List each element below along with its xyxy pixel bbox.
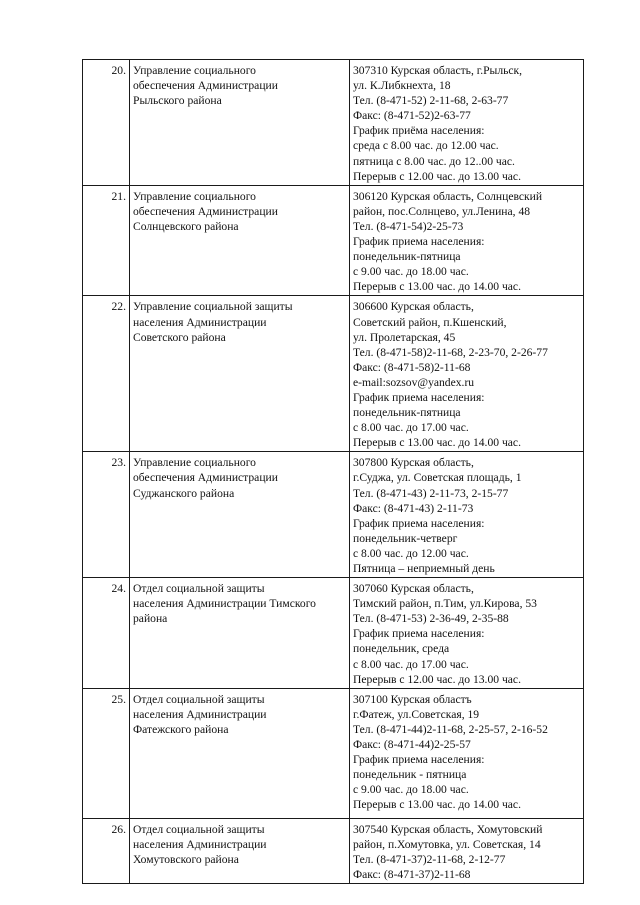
schedule-line: с 8.00 час. до 12.00 час. bbox=[353, 546, 469, 560]
schedule-heading: График приема населения: bbox=[353, 235, 485, 249]
schedule-line: среда с 8.00 час. до 12.00 час. bbox=[353, 139, 499, 153]
fax-line: Факс: (8-471-58)2-11-68 bbox=[353, 360, 471, 374]
address-line: 306120 Курская область, Солнцевский bbox=[353, 189, 543, 203]
schedule-line: понедельник-пятница bbox=[353, 406, 461, 420]
phone-line: Тел. (8-471-43) 2-11-73, 2-15-77 bbox=[353, 486, 509, 500]
social-services-table bbox=[82, 59, 584, 884]
organization-line: Суджанского района bbox=[133, 486, 235, 500]
table-row bbox=[83, 688, 584, 818]
address-line: 307310 Курская область, г.Рыльск, bbox=[353, 64, 523, 77]
schedule-heading: График приема населения: bbox=[353, 516, 485, 530]
schedule-heading: График приема населения: bbox=[353, 390, 485, 404]
address-line: ул. К.Либкнехта, 18 bbox=[353, 79, 451, 93]
organization-cell bbox=[130, 60, 350, 186]
schedule-heading: График приема населения: bbox=[353, 627, 485, 641]
organization-line: населения Администрации bbox=[133, 707, 267, 721]
contact-details-cell bbox=[350, 818, 584, 883]
organization-line: Отдел социальной защиты bbox=[133, 582, 265, 596]
organization-cell bbox=[130, 818, 350, 883]
break-line: Перерыв с 13.00 час. до 14.00 час. bbox=[353, 436, 521, 450]
break-line: Перерыв с 13.00 час. до 14.00 час. bbox=[353, 280, 521, 294]
table-row bbox=[83, 452, 584, 578]
table-row bbox=[83, 578, 584, 689]
organization-cell bbox=[130, 578, 350, 689]
fax-line: Факс: (8-471-37)2-11-68 bbox=[353, 868, 471, 882]
address-line: район, п.Хомутовка, ул. Советская, 14 bbox=[353, 837, 541, 851]
schedule-line: с 8.00 час. до 17.00 час. bbox=[353, 421, 469, 435]
organization-line: района bbox=[133, 612, 168, 626]
phone-line: Тел. (8-471-54)2-25-73 bbox=[353, 219, 464, 233]
fax-line: Факс: (8-471-43) 2-11-73 bbox=[353, 501, 474, 515]
organization-line: Управление социальной защиты bbox=[133, 300, 293, 314]
row-number: 26. bbox=[83, 818, 130, 883]
schedule-line: с 9.00 час. до 18.00 час. bbox=[353, 265, 469, 279]
contact-details-cell bbox=[350, 578, 584, 689]
table-body bbox=[83, 60, 584, 884]
address-line: район, пос.Солнцево, ул.Ленина, 48 bbox=[353, 204, 531, 218]
organization-cell bbox=[130, 452, 350, 578]
phone-line: Тел. (8-471-37)2-11-68, 2-12-77 bbox=[353, 852, 506, 866]
row-number: 25. bbox=[83, 688, 130, 818]
table-row bbox=[83, 296, 584, 452]
address-line: 307060 Курская область, bbox=[353, 582, 474, 596]
table-row bbox=[83, 185, 584, 296]
address-line: Советский район, п.Кшенский, bbox=[353, 315, 507, 329]
address-line: 307100 Курская областъ bbox=[353, 692, 472, 706]
fax-line: Факс: (8-471-52)2-63-77 bbox=[353, 109, 471, 123]
organization-cell bbox=[130, 688, 350, 818]
organization-line: населения Администрации Тимского bbox=[133, 597, 316, 611]
address-line: 307540 Курская область, Хомутовский bbox=[353, 822, 543, 836]
address-line: Тимский район, п.Тим, ул.Кирова, 53 bbox=[353, 597, 537, 611]
address-line: г.Фатеж, ул.Советская, 19 bbox=[353, 707, 480, 721]
closed-day-line: Пятница – неприемный день bbox=[353, 562, 495, 575]
organization-line: Управление социального bbox=[133, 64, 256, 77]
organization-line: обеспечения Администрации bbox=[133, 471, 278, 485]
organization-cell bbox=[130, 185, 350, 296]
phone-line: Тел. (8-471-53) 2-36-49, 2-35-88 bbox=[353, 612, 509, 626]
organization-line: Отдел социальной защиты bbox=[133, 692, 265, 706]
row-number: 21. bbox=[83, 185, 130, 296]
organization-line: Фатежского района bbox=[133, 722, 229, 736]
phone-line: Тел. (8-471-44)2-11-68, 2-25-57, 2-16-52 bbox=[353, 722, 548, 736]
row-number: 20. bbox=[83, 60, 130, 186]
table-row bbox=[83, 60, 584, 186]
email-line: e-mail:sozsov@yandex.ru bbox=[353, 375, 475, 389]
organization-line: обеспечения Администрации bbox=[133, 79, 278, 93]
schedule-line: пятница с 8.00 час. до 12..00 час. bbox=[353, 154, 515, 168]
organization-line: Солнцевского района bbox=[133, 219, 239, 233]
schedule-line: понедельник-пятница bbox=[353, 250, 461, 264]
phone-line: Тел. (8-471-58)2-11-68, 2-23-70, 2-26-77 bbox=[353, 345, 548, 359]
schedule-line: понедельник, среда bbox=[353, 642, 450, 656]
schedule-heading: График приёма населения: bbox=[353, 124, 485, 138]
address-line: 306600 Курская область, bbox=[353, 300, 474, 314]
organization-line: населения Администрации bbox=[133, 315, 267, 329]
organization-line: Управление социального bbox=[133, 456, 256, 470]
row-number: 24. bbox=[83, 578, 130, 689]
organization-line: Отдел социальной защиты bbox=[133, 822, 265, 836]
contact-details-cell bbox=[350, 452, 584, 578]
contact-details-cell bbox=[350, 185, 584, 296]
address-line: 307800 Курская область, bbox=[353, 456, 474, 470]
contact-details-cell bbox=[350, 688, 584, 818]
schedule-heading: График приема населения: bbox=[353, 753, 485, 767]
break-line: Перерыв с 12.00 час. до 13.00 час. bbox=[353, 169, 521, 183]
organization-line: обеспечения Администрации bbox=[133, 204, 278, 218]
address-line: г.Суджа, ул. Советская площадь, 1 bbox=[353, 471, 522, 485]
schedule-line: с 9.00 час. до 18.00 час. bbox=[353, 783, 469, 797]
table-row bbox=[83, 818, 584, 883]
row-number: 22. bbox=[83, 296, 130, 452]
organization-line: Советского района bbox=[133, 330, 226, 344]
organization-line: населения Администрации bbox=[133, 837, 267, 851]
contact-details-cell bbox=[350, 60, 584, 186]
contact-details-cell bbox=[350, 296, 584, 452]
organization-cell bbox=[130, 296, 350, 452]
schedule-line: понедельник-четверг bbox=[353, 531, 458, 545]
break-line: Перерыв с 13.00 час. до 14.00 час. bbox=[353, 798, 521, 812]
schedule-line: понедельник - пятница bbox=[353, 768, 467, 782]
organization-line: Хомутовского района bbox=[133, 852, 239, 866]
break-line: Перерыв с 12.00 час. до 13.00 час. bbox=[353, 672, 521, 686]
organization-line: Управление социального bbox=[133, 189, 256, 203]
schedule-line: с 8.00 час. до 17.00 час. bbox=[353, 657, 469, 671]
phone-line: Тел. (8-471-52) 2-11-68, 2-63-77 bbox=[353, 94, 509, 108]
fax-line: Факс: (8-471-44)2-25-57 bbox=[353, 738, 471, 752]
row-number: 23. bbox=[83, 452, 130, 578]
organization-line: Рыльского района bbox=[133, 94, 222, 108]
address-line: ул. Пролетарская, 45 bbox=[353, 330, 456, 344]
